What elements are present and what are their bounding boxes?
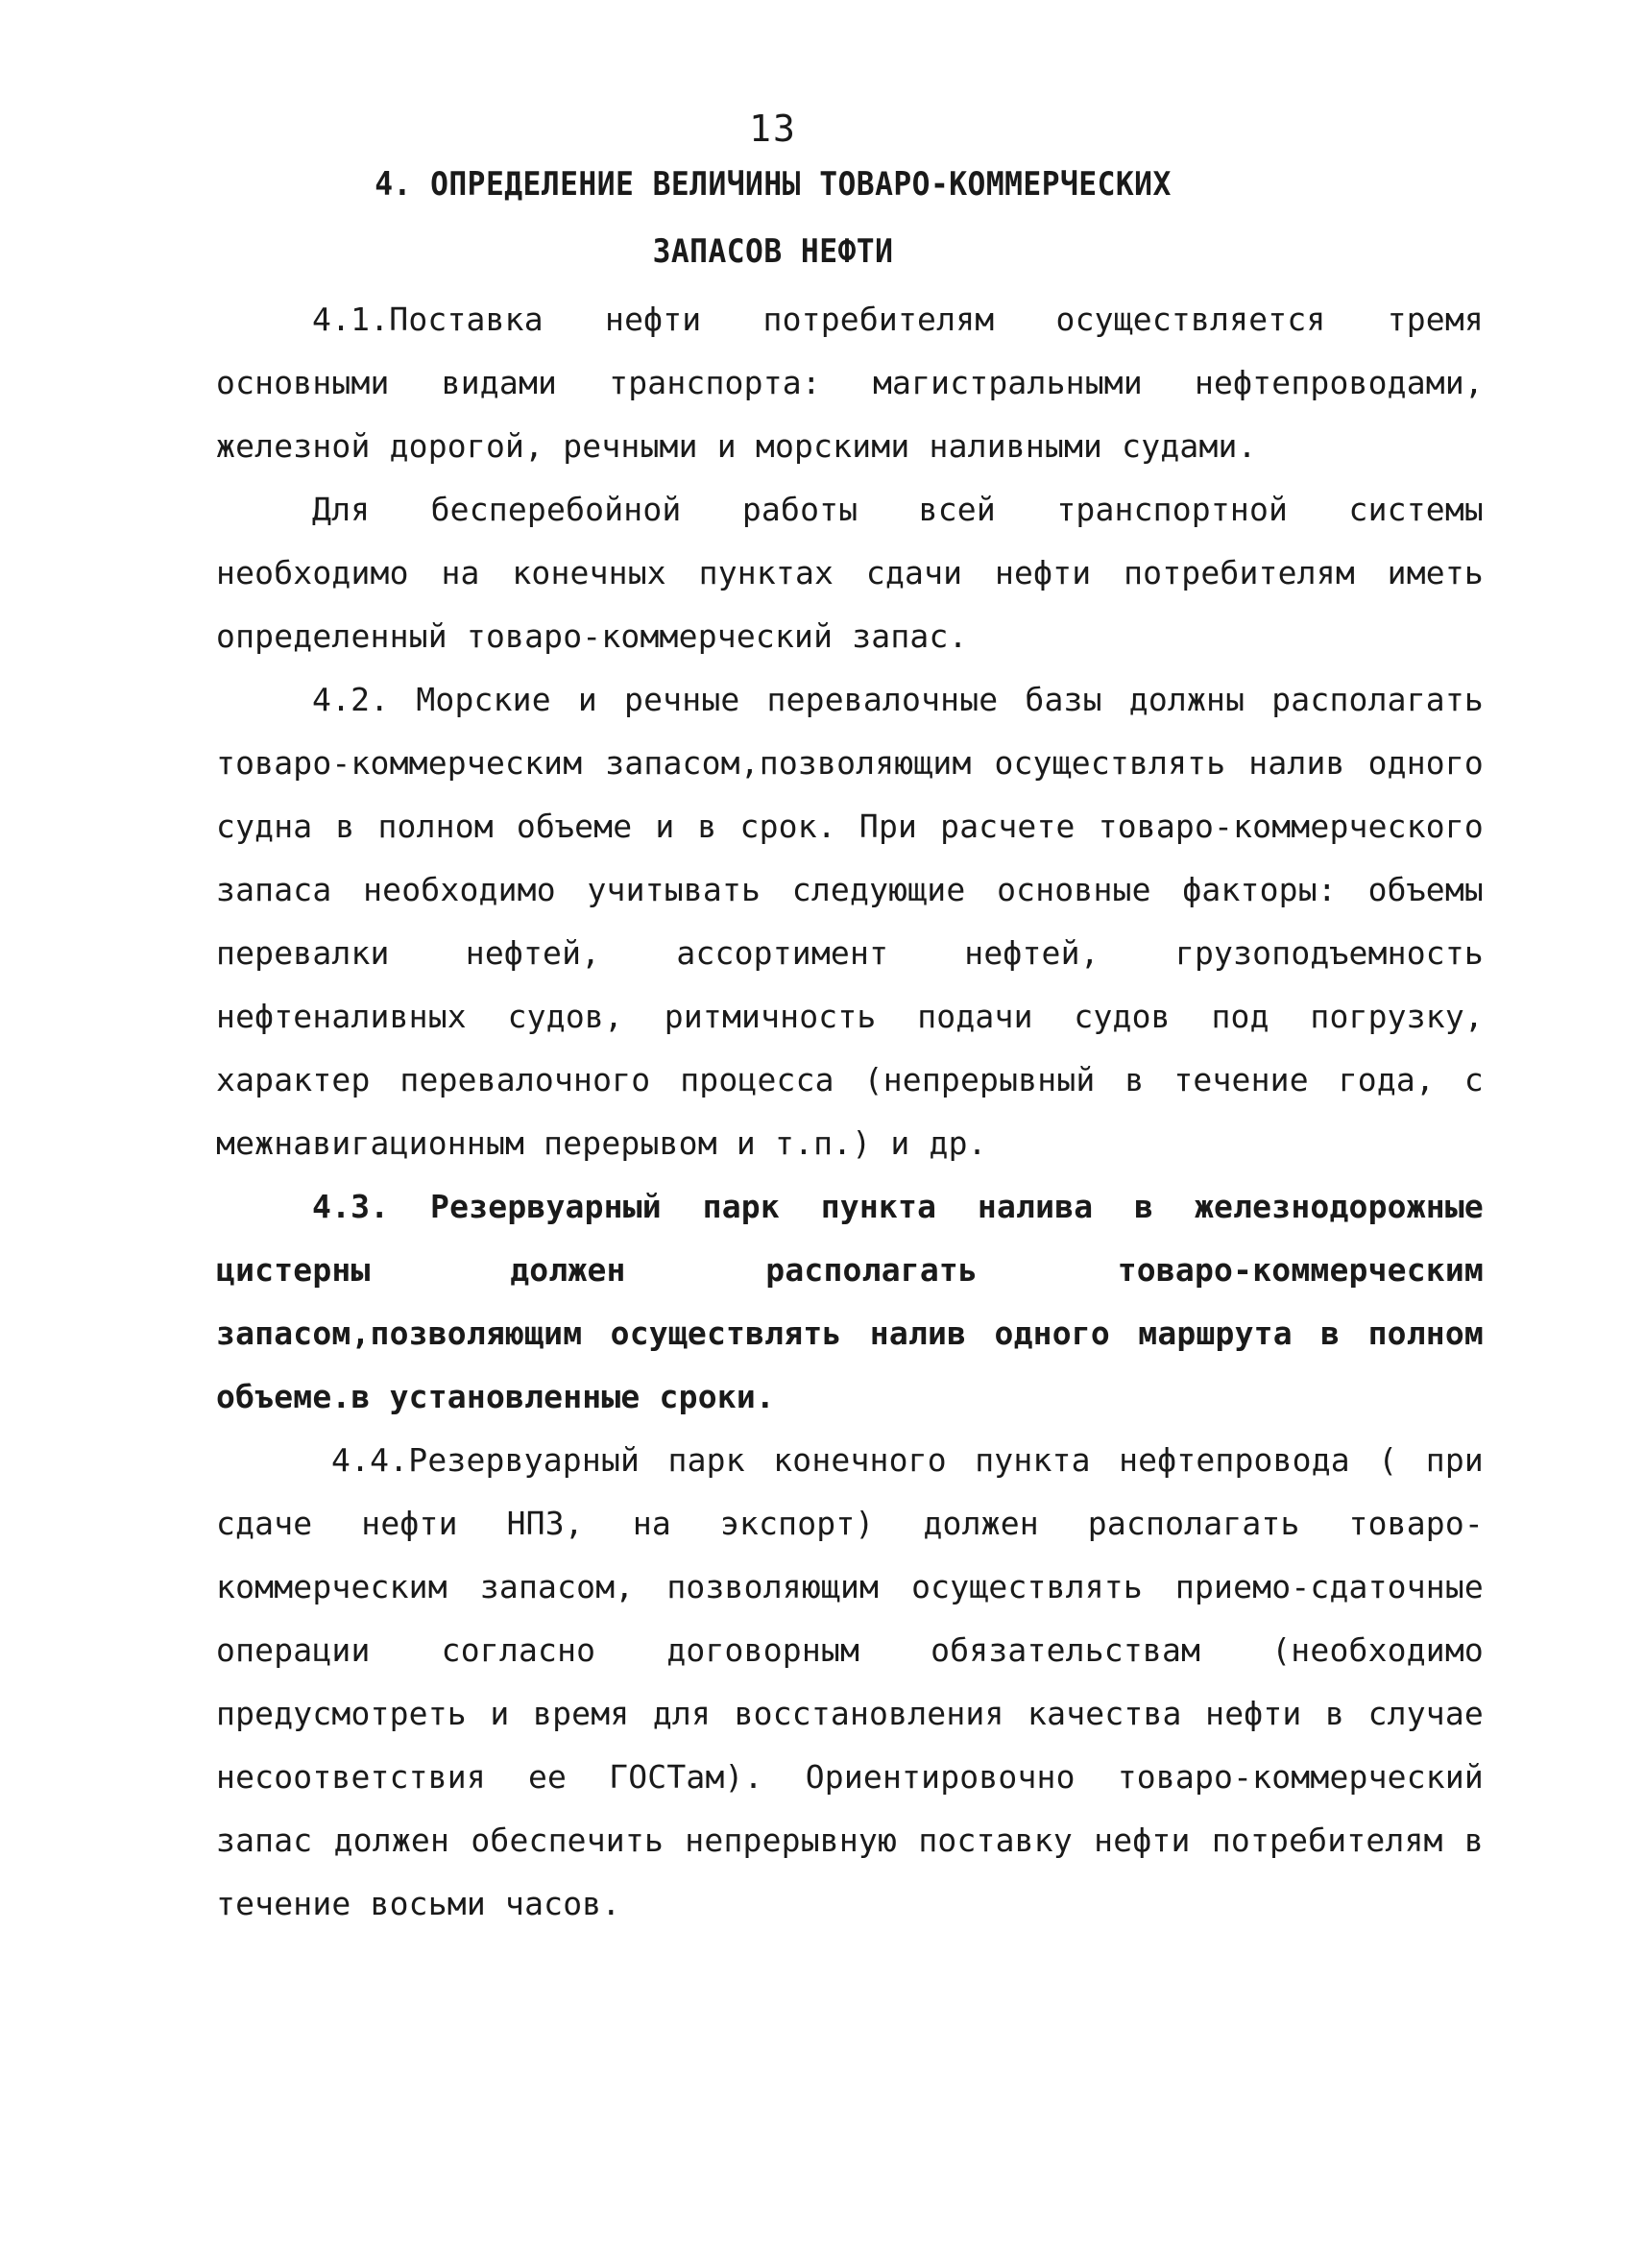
paragraph-4-4: 4.4.Резервуарный парк конечного пункта нефтепровода ( при сдаче нефти НПЗ, на экспорт) должен располагать товаро-коммерческим запасом, позволяющим осуществлять приемо-сдаточные операции согласно договорным обязательствам (необходимо предусмотреть и время для восстановления качества нефти в случае несоответствия ее ГОСТам). Ориентировочно товаро-коммерческий запас должен обеспечить непрерывную поставку нефти потребителям в течение восьми часов.: [216, 1441, 1484, 1922]
paragraph-4-1: 4.1.Поставка нефти потребителям осуществляется тремя основными видами транспорта: магистральными нефтепроводами, железной дорогой, речными и морскими наливными судами.: [216, 301, 1484, 465]
section-title-line-2: ЗАПАСОВ НЕФТИ: [652, 232, 894, 271]
paragraph-continuity: Для бесперебойной работы всей транспортной системы необходимо на конечных пунктах сдачи нефти потребителям иметь определенный товаро-коммерческий запас.: [216, 491, 1484, 655]
paragraph-4-2: 4.2. Морские и речные перевалочные базы должны располагать товаро-коммерческим запасом,позволяющим осуществлять налив одного судна в полном объеме и в срок. При расчете товаро-коммерческого запаса необходимо учитывать следующие основные факторы: объемы перевалки нефтей, ассортимент нефтей, грузоподъемность нефтеналивных судов, ритмичность подачи судов под погрузку, характер перевалочного процесса (непрерывный в течение года, с межнавигационным перерывом и т.п.) и др.: [216, 681, 1484, 1162]
body-text: [216, 288, 1484, 1936]
paragraph-4-3: 4.3. Резервуарный парк пункта налива в железнодорожные цистерны должен располагать товаро-коммерческим запасом,позволяющим осуществлять налив одного маршрута в полном объеме.в установленные сроки.: [216, 1188, 1484, 1415]
section-title-line-1: 4. ОПРЕДЕЛЕНИЕ ВЕЛИЧИНЫ ТОВАРО-КОММЕРЧЕСКИХ: [375, 165, 1172, 204]
page-number: 13: [749, 108, 797, 150]
